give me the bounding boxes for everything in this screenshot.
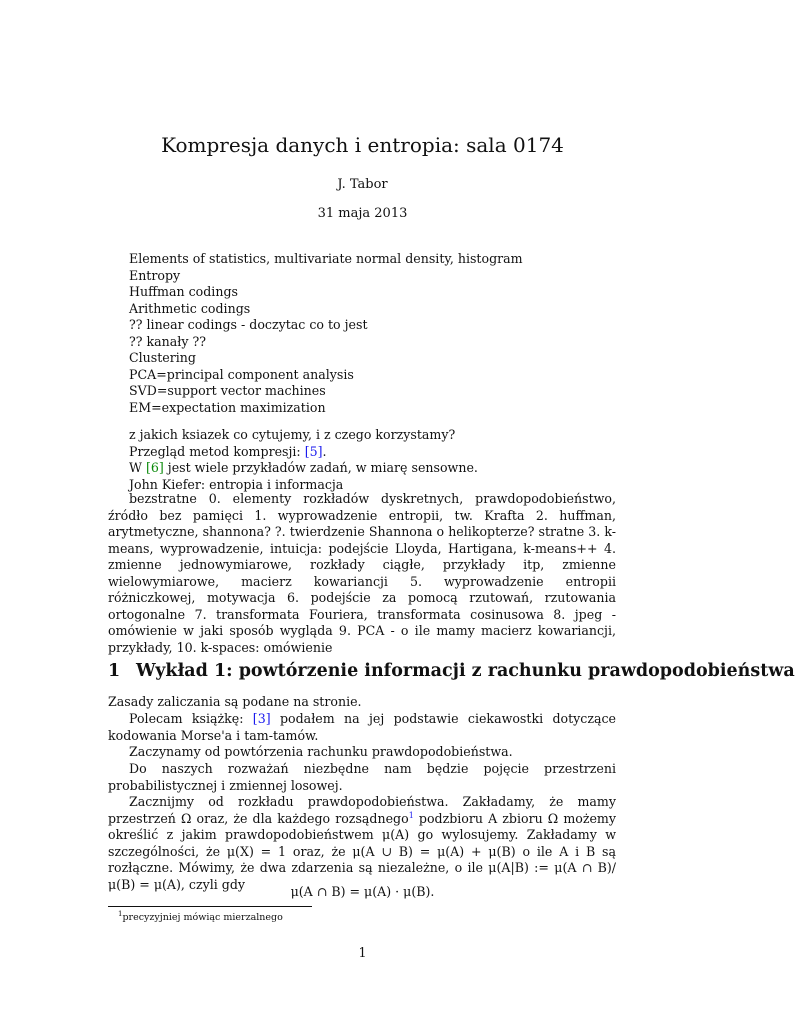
paper-author: J. Tabor [337,177,388,192]
topic-item: Elements of statistics, multivariate normal density, histogram [129,251,523,266]
note-w-text: W [129,460,146,475]
page-number: 1 [358,945,367,960]
note-review-end: . [322,443,327,459]
topic-item: Clustering [129,350,196,365]
footnote-text: precyzyjniej mówiąc mierzalnego [122,912,283,924]
footnote-link[interactable]: 1 [408,810,414,820]
footnote [118,910,283,923]
footnote-divider [108,906,312,907]
body-text: podałem na jej podstawie ciekawostki dotyczące kodowania Morse'a i tam-tamów. [108,711,616,743]
topic-item: Arithmetic codings [129,300,251,316]
body-paragraph: Do naszych rozważań niezbędne nam będzie pojęcie przestrzeni probabilistycznej i zmiennej losowej. [108,761,616,793]
section-number: 1 [108,661,121,681]
topic-item: Entropy [129,267,181,283]
paper-title: Kompresja danych i entropia: sala 0174 [161,133,564,157]
body-text: podzbioru A zbioru Ω możemy określić z jakim prawdopodobieństwem μ(A) go wylosujemy. Zakładamy w szczególności, że μ(X) = 1 oraz, że μ(A ∪ B) = μ(A) + μ(B) o ile A i B są rozłączne. Mówimy, że dwa zdarzenia są niezależne, o ile μ(A|B) := μ(A ∩ B)/μ(B) = μ(A), czyli gdy [108,810,616,892]
topic-item: PCA=principal component analysis [129,366,354,382]
paper-date: 31 maja 2013 [317,206,408,221]
topic-item: ?? kanały ?? [129,333,206,349]
body-paragraph [108,711,616,744]
notes-block [129,427,478,493]
display-formula: μ(A ∩ B) = μ(A) · μ(B). [290,884,435,899]
topics-list [129,251,523,416]
note-books: z jakich ksiazek co cytujemy, i z czego korzystamy? [129,427,456,442]
citation-link[interactable]: [6] [145,460,164,475]
topic-item: SVD=support vector machines [129,383,326,398]
body-text: Zacznijmy od rozkładu prawdopodobieństwa. Zakładamy, że mamy przestrzeń Ω oraz, że dla każdego rozsądnego [108,794,616,826]
topic-item: EM=expectation maximization [129,399,326,415]
note-kiefer: John Kiefer: entropia i informacja [129,476,344,492]
section-title: Wykład 1: powtórzenie informacji z rachunku prawdopodobieństwa [136,661,795,681]
body-paragraph: Zasady zaliczania są podane na stronie. [108,694,362,709]
citation-link[interactable]: [5] [304,443,323,459]
course-plan-paragraph: bezstratne 0. elementy rozkładów dyskretnych, prawdopodobieństwo, źródło bez pamięci 1. wyprowadzenie entropii, tw. Krafta 2. huffman, arytmetyczne, shannona? ?. twierdzenie Shannona o helikopterze? stratne 3. k-means, wyprowadzenie, intuicja: podejście Lloyda, Hartigana, k-means++ 4. zmienne jednowymiarowe, rozkłady ciągłe, przykłady itp, zmienne wielowymiarowe, macierz kowariancji 5. wyprowadzenie entropii różniczkowej, motywacja 6. podejście za pomocą rzutowań, rzutowania ortogonalne 7. transformata Fouriera, transformata cosinusowa 8. jpeg - omówienie w jaki sposób wygląda 9. PCA - o ile mamy macierz kowariancji, przykłady, 10. k-spaces: omówienie [108,491,616,655]
note-w-end: jest wiele przykładów zadań, w miarę sensowne. [163,460,478,475]
body-paragraph [108,794,616,893]
citation-link[interactable]: [3] [252,711,271,726]
body-paragraph: Zaczynamy od powtórzenia rachunku prawdopodobieństwa. [129,744,513,759]
footnote-mark: 1 [118,910,123,918]
note-w [129,460,478,477]
body-text: Polecam książkę: [129,711,253,726]
topic-item: ?? linear codings - doczytac co to jest [129,317,368,332]
topic-item: Huffman codings [129,284,238,299]
note-review [129,444,478,461]
note-review-text: Przegląd metod kompresji: [129,443,305,459]
section-heading [108,661,795,681]
